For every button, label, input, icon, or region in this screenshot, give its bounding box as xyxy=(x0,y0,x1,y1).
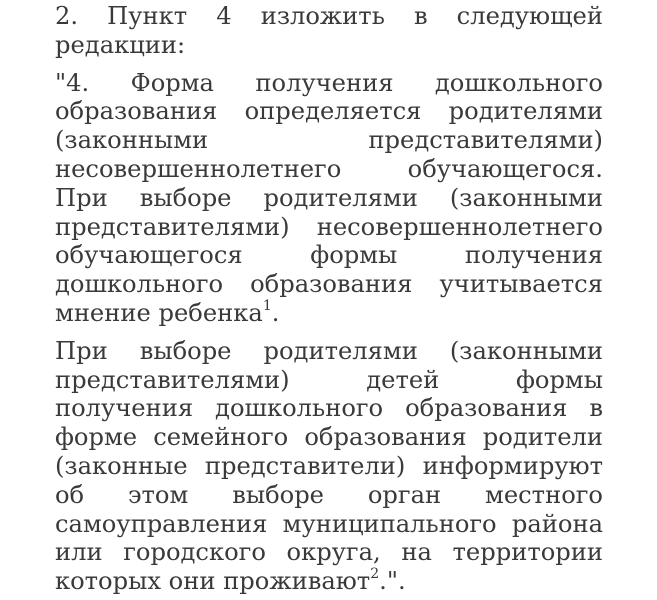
paragraph-ending: . xyxy=(271,298,280,327)
footnote-marker[interactable]: 1 xyxy=(262,297,272,314)
document-body xyxy=(55,2,603,596)
family-education-paragraph xyxy=(55,337,603,596)
paragraph-text: 2. Пункт 4 изложить в следующей редакции: xyxy=(55,2,603,59)
paragraph-ending: .". xyxy=(379,567,406,596)
paragraph-text: При выборе родителями (законными представителями) детей формы получения дошкольного образования в форме семейного образования родители (законные представители) информируют об этом выборе орган местного самоуправления муниципального района или городского округа, на территории которых они проживают xyxy=(55,336,603,596)
amendment-instruction-paragraph xyxy=(55,2,603,60)
footnote-marker[interactable]: 2 xyxy=(370,566,380,583)
paragraph-text: "4. Форма получения дошкольного образования определяется родителями (законными представителями) несовершеннолетнего обучающегося. При выборе родителями (законными представителями) несовершеннолетнего обучающегося формы получения дошкольного образования учитывается мнение ребенка xyxy=(55,68,603,327)
form-of-education-paragraph xyxy=(55,69,603,328)
